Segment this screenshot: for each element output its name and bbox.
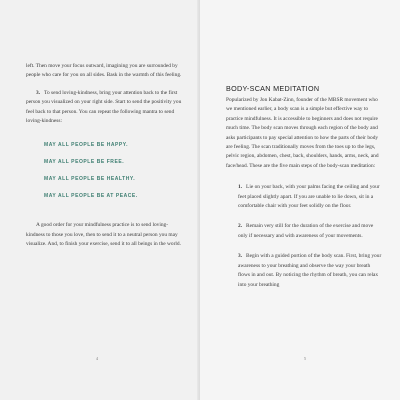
page-number: 4 — [96, 356, 98, 361]
mantra-line: MAY ALL PEOPLE BE FREE. — [44, 159, 125, 166]
step-number: 2. — [238, 223, 243, 230]
step-item — [238, 222, 382, 241]
step-number: 3. — [36, 89, 41, 96]
step-text: Begin with a guided portion of the body scan. First, bring your awareness to your breathing and observe the way your breath flows in and out. By noticing the rhythm of breath, you can relax into your breathing — [238, 253, 382, 288]
left-closing-paragraph: A good order for your mindfulness practice is to send loving-kindness to those you love, then to send it to a neutral person you may visualize. And, to finish your exercise, send it to all beings in the world. — [26, 222, 181, 248]
mantra-line: MAY ALL PEOPLE BE HEALTHY. — [44, 176, 136, 183]
step-list — [226, 183, 382, 290]
step-item — [238, 252, 382, 290]
step-number: 1. — [238, 184, 243, 191]
right-page — [200, 0, 400, 400]
mantra-list — [44, 137, 184, 205]
mantra-line: MAY ALL PEOPLE BE AT PEACE. — [44, 193, 138, 200]
step-item — [238, 183, 382, 211]
section-heading: BODY-SCAN MEDITATION — [226, 84, 320, 93]
left-step-3 — [26, 89, 184, 127]
step-text: Lie on your back, with your palms facing the ceiling and your feet placed slightly apart. If you are unable to lie down, sit in a comfortable chair with your feet solidly on the floor. — [238, 184, 380, 210]
mantra-line: MAY ALL PEOPLE BE HAPPY. — [44, 142, 129, 149]
step-text: To send loving-kindness, bring your attention back to the first person you visualized on your right side. Start to send the positivity you feel back to that person. You can repeat the following mantra to send loving-kindness: — [26, 89, 182, 125]
right-intro-paragraph: Popularized by Jon Kabat-Zinn, founder of the MBSR movement who we mentioned earlier, a body scan is a simple but effective way to practice mindfulness. It is accessible to beginners and does not require much time. The body scan moves through each region of the body and asks participants to pay special attention to how the parts of their body are feeling. The scan traditionally moves from the toes up to the legs, pelvic region, abdomen, chest, back, shoulders, hands, arms, neck, and face/head. These are the five main steps of the body-scan meditation: — [226, 97, 379, 169]
left-intro-paragraph: left. Then move your focus outward, imagining you are surrounded by people who care for you on all sides. Bask in the warmth of this feeling. — [26, 63, 182, 79]
step-number: 3. — [238, 253, 243, 260]
page-number: 5 — [304, 356, 306, 361]
step-text: Remain very still for the duration of the exercise and move only if necessary and with awareness of your movements. — [238, 223, 374, 239]
